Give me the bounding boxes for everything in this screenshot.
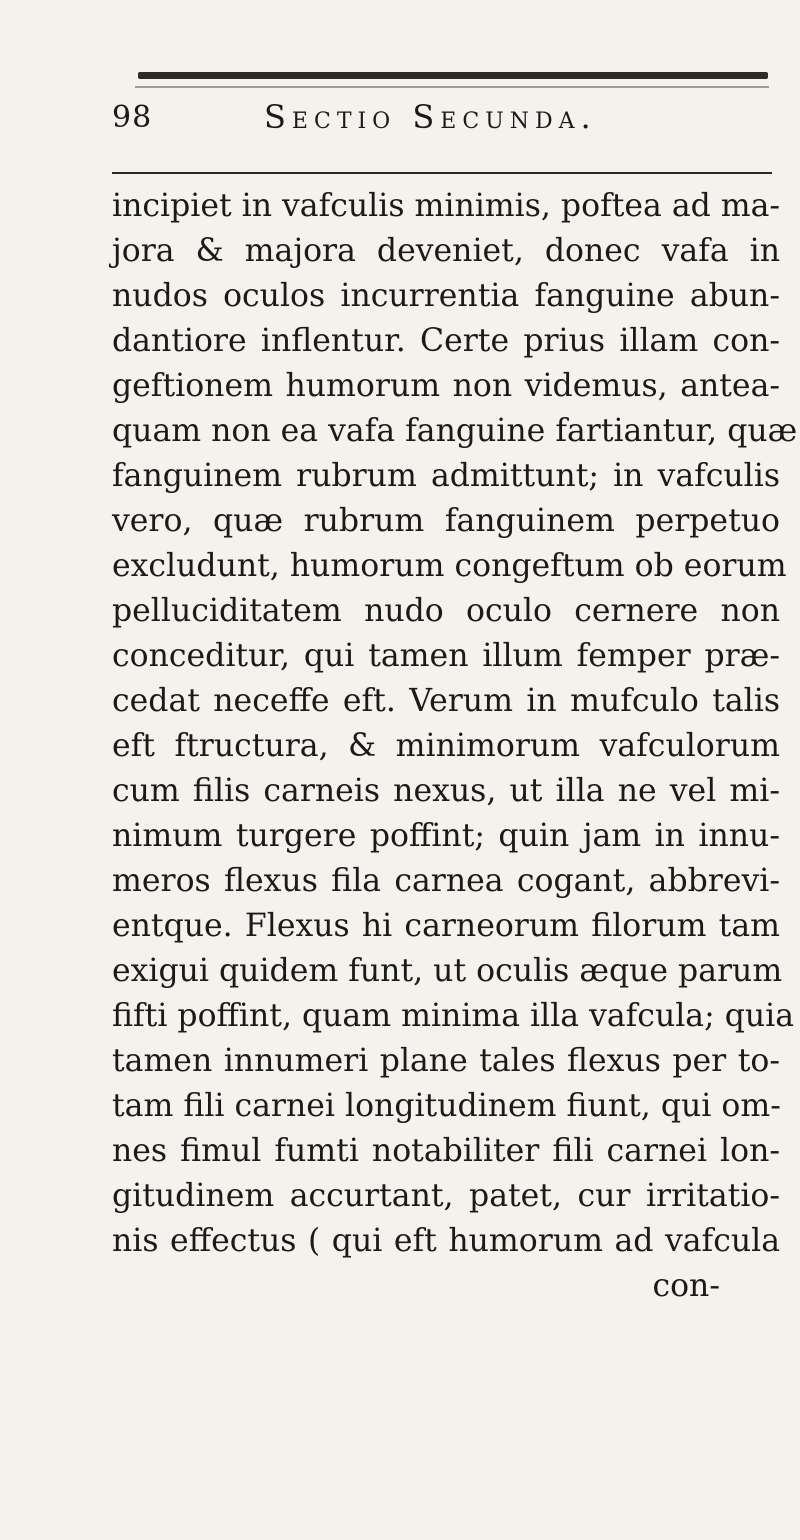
- text-line: fanguinem rubrum admittunt; in vafculis: [112, 458, 780, 494]
- text-line: cum filis carneis nexus, ut illa ne vel mi-: [112, 773, 780, 809]
- text-line: exigui quidem funt, ut oculis æque parum: [112, 953, 783, 989]
- text-line: pelluciditatem nudo oculo cernere non: [112, 593, 780, 629]
- text-line: geftionem humorum non videmus, antea-: [112, 368, 780, 404]
- text-line: vero, quæ rubrum fanguinem perpetuo: [112, 503, 780, 539]
- text-line: eft ftructura, & minimorum vafculorum: [112, 728, 780, 764]
- text-line: cedat neceffe eft. Verum in mufculo talis: [112, 683, 780, 719]
- text-line: tamen innumeri plane tales flexus per to-: [112, 1043, 780, 1079]
- text-line: conceditur, qui tamen illum femper præ-: [112, 638, 780, 674]
- running-head: Sectio Secunda.: [264, 98, 597, 136]
- body-text: [112, 184, 798, 1309]
- header-rule: [112, 172, 772, 174]
- catchword: con-: [652, 1268, 720, 1304]
- page-number: 98: [112, 100, 153, 135]
- text-line: excludunt, humorum congeftum ob eorum: [112, 548, 787, 584]
- text-line: nes fimul fumti notabiliter fili carnei lon-: [112, 1133, 780, 1169]
- top-border-thin-rule: [135, 86, 769, 88]
- top-border-rule: [138, 72, 768, 79]
- text-line: tam fili carnei longitudinem fiunt, qui om-: [112, 1088, 781, 1124]
- text-line: incipiet in vafculis minimis, poftea ad ma-: [112, 188, 781, 224]
- text-line: meros flexus fila carnea cogant, abbrevi-: [112, 863, 780, 899]
- text-line: entque. Flexus hi carneorum filorum tam: [112, 908, 780, 944]
- page-header: [112, 92, 772, 142]
- text-line: dantiore inflentur. Certe prius illam con-: [112, 323, 780, 359]
- text-line: nimum turgere poffint; quin jam in innu-: [112, 818, 780, 854]
- text-line: nis effectus ( qui eft humorum ad vafcula: [112, 1223, 780, 1259]
- text-line: quam non ea vafa fanguine fartiantur, quæ: [112, 413, 798, 449]
- text-line: gitudinem accurtant, patet, cur irritatio-: [112, 1178, 780, 1214]
- text-line: jora & majora deveniet, donec vafa in: [112, 233, 780, 269]
- text-line: nudos oculos incurrentia fanguine abun-: [112, 278, 780, 314]
- text-line: fifti poffint, quam minima illa vafcula; quia: [112, 998, 795, 1034]
